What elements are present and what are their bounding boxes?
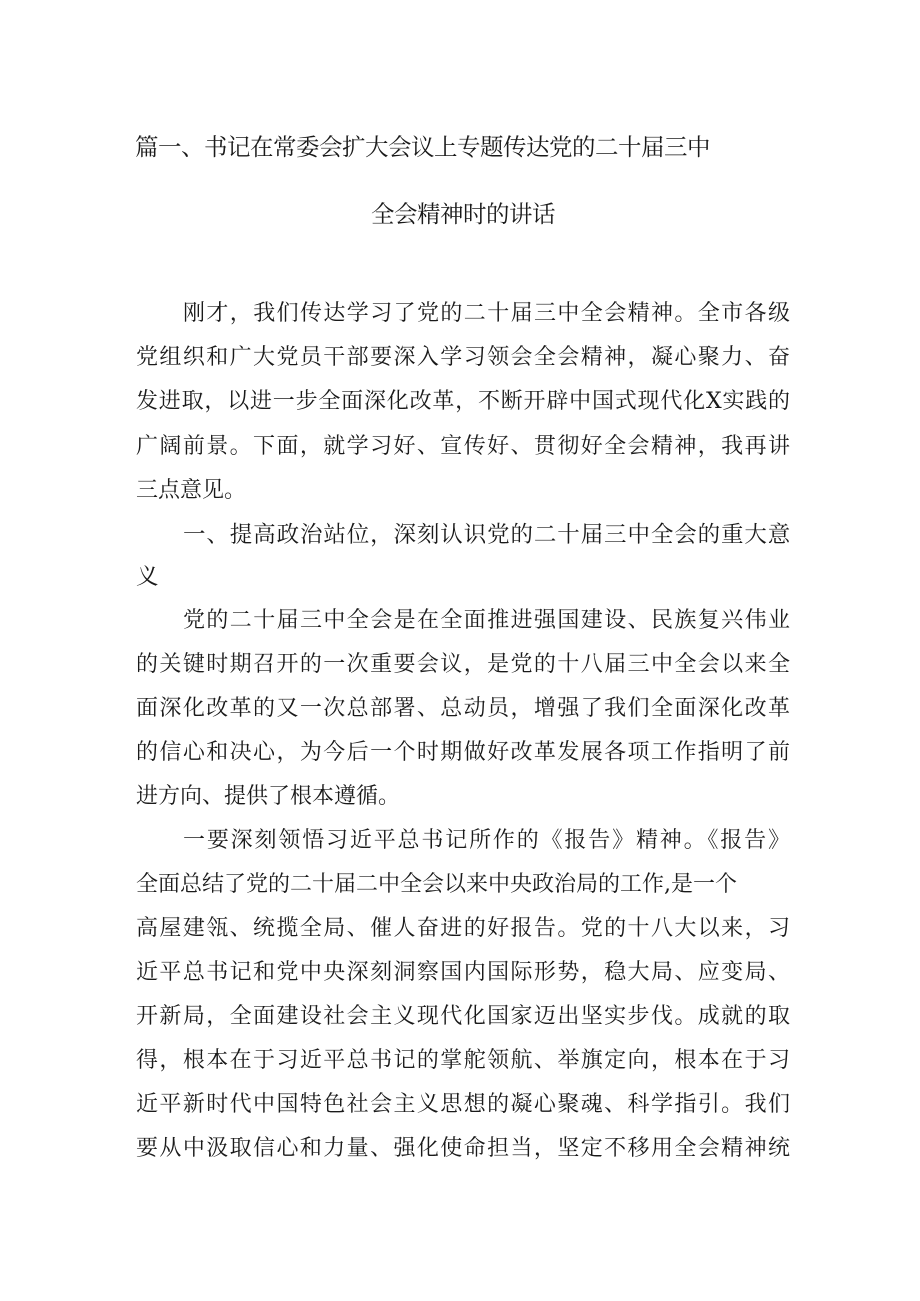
intro-paragraph-line: 发进取，以进一步全面深化改革，不断开辟中国式现代化X实践的 bbox=[136, 389, 790, 414]
point-paragraph-line: 得，根本在于习近平总书记的掌舵领航、举旗定向，根本在于习 bbox=[136, 1048, 790, 1073]
intro-paragraph-line: 三点意见。 bbox=[136, 478, 247, 503]
intro-paragraph-line: 广阔前景。下面，就学习好、宣传好、贯彻好全会精神，我再讲 bbox=[136, 434, 790, 459]
section-paragraph-line: 的信心和决心，为今后一个时期做好改革发展各项工作指明了前 bbox=[136, 740, 790, 765]
point-paragraph-line: 要从中汲取信心和力量、强化使命担当，坚定不移用全会精神统 bbox=[136, 1136, 790, 1161]
intro-paragraph-line: 刚才，我们传达学习了党的二十届三中全会精神。全市各级 bbox=[183, 301, 790, 326]
section-paragraph-line: 进方向、提供了根本遵循。 bbox=[136, 784, 401, 809]
intro-paragraph-line: 党组织和广大党员干部要深入学习领会全会精神，凝心聚力、奋 bbox=[136, 345, 790, 370]
point-paragraph-line: 一要深刻领悟习近平总书记所作的《报告》精神。《报告》 bbox=[183, 828, 790, 853]
point-paragraph-line: 开新局，全面建设社会主义现代化国家迈出坚实步伐。成就的取 bbox=[136, 1004, 790, 1029]
point-paragraph-line: 近平新时代中国特色社会主义思想的凝心聚魂、科学指引。我们 bbox=[136, 1092, 790, 1117]
section-paragraph-line: 党的二十届三中全会是在全面推进强国建设、民族复兴伟业 bbox=[183, 608, 790, 633]
document-title-line-2: 全会精神时的讲话 bbox=[371, 200, 555, 228]
document-title-line-1: 篇一、书记在常委会扩大会议上专题传达党的二十届三中 bbox=[135, 133, 710, 161]
point-paragraph-line: 高屋建瓴、统揽全局、催人奋进的好报告。党的十八大以来，习 bbox=[136, 916, 790, 941]
section-paragraph-line: 面深化改革的又一次总部署、总动员，增强了我们全面深化改革 bbox=[136, 696, 790, 721]
section-paragraph-line: 的关键时期召开的一次重要会议，是党的十八届三中全会以来全 bbox=[136, 652, 790, 677]
section-heading-line: 义 bbox=[136, 564, 159, 590]
section-heading-line: 一、提高政治站位，深刻认识党的二十届三中全会的重大意 bbox=[183, 522, 790, 548]
point-paragraph-line: 全面总结了党的二十届二中全会以来中央政治局的工作,是一个 bbox=[136, 872, 737, 897]
point-paragraph-line: 近平总书记和党中央深刻洞察国内国际形势，稳大局、应变局、 bbox=[136, 960, 790, 985]
